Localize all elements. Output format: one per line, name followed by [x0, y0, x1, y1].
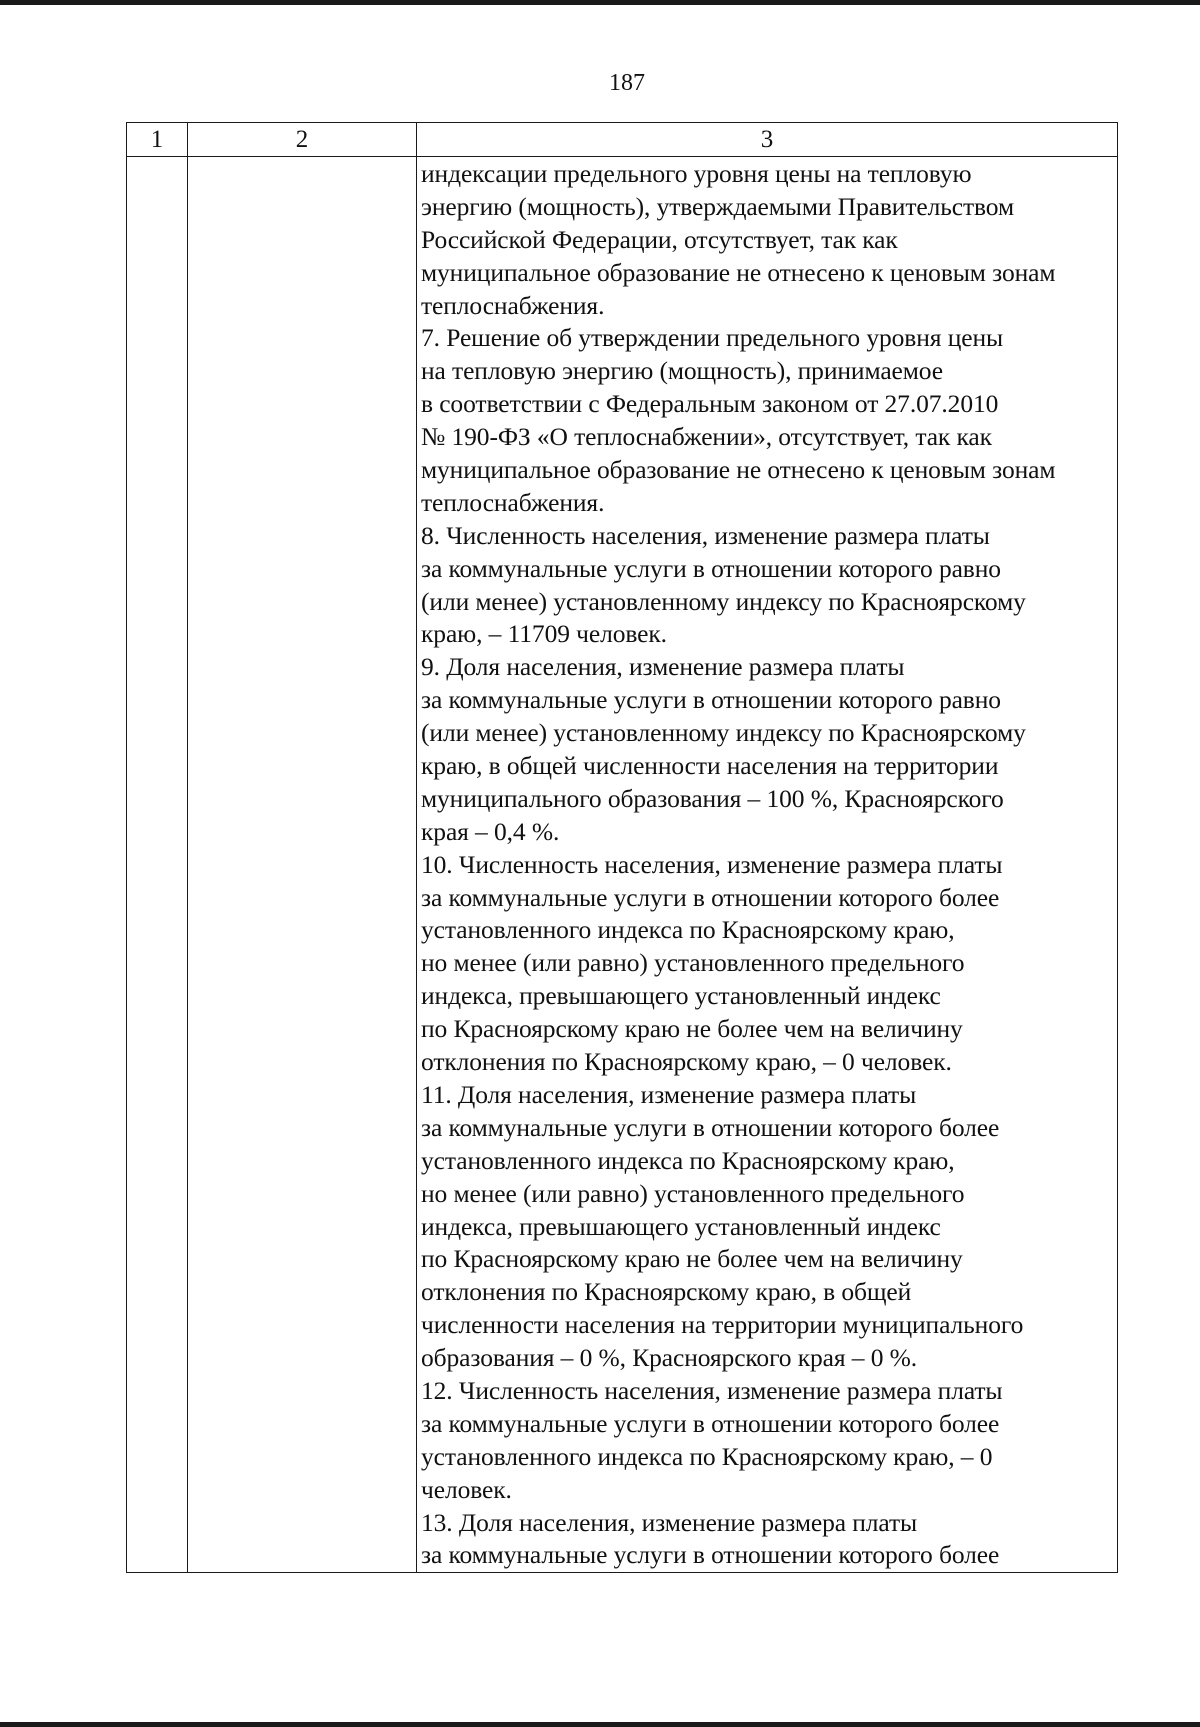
text-line: по Красноярскому краю не более чем на величину — [421, 1244, 963, 1274]
text-line: численности населения на территории муниципального — [421, 1310, 1024, 1340]
table-cell-col-3 — [417, 157, 1118, 1573]
text-line: по Красноярскому краю не более чем на величину — [421, 1014, 963, 1044]
text-line: установленного индекса по Красноярскому краю, — [421, 1145, 955, 1175]
text-line: но менее (или равно) установленного предельного — [421, 948, 965, 978]
text-line: муниципального образования – 100 %, Красноярского — [421, 783, 1004, 813]
text-line: отклонения по Красноярскому краю, – 0 человек. — [421, 1047, 952, 1077]
text-line: теплоснабжения. — [421, 290, 605, 320]
text-line: на тепловую энергию (мощность), принимаемое — [421, 356, 943, 386]
text-line: (или менее) установленному индексу по Красноярскому — [421, 718, 1026, 748]
scan-bottom-border — [0, 1722, 1200, 1727]
text-line: № 190-ФЗ «О теплоснабжении», отсутствует, так как — [421, 422, 992, 452]
text-line: человек. — [421, 1474, 512, 1504]
text-line: за коммунальные услуги в отношении которого более — [421, 1540, 1000, 1570]
text-line: теплоснабжения. — [421, 487, 605, 517]
text-line: муниципальное образование не отнесено к ценовым зонам — [421, 257, 1056, 287]
text-line: края – 0,4 %. — [421, 816, 560, 846]
text-line: 7. Решение об утверждении предельного уровня цены — [421, 323, 1004, 353]
table-row — [127, 157, 1118, 1573]
table-header-col-3: 3 — [417, 123, 1118, 157]
text-line: установленного индекса по Красноярскому краю, — [421, 915, 955, 945]
text-line: за коммунальные услуги в отношении которого более — [421, 882, 1000, 912]
text-line: установленного индекса по Красноярскому краю, – 0 — [421, 1441, 993, 1471]
text-line: 13. Доля населения, изменение размера платы — [421, 1507, 918, 1537]
table-header-col-1: 1 — [127, 123, 188, 157]
text-line: муниципальное образование не отнесено к ценовым зонам — [421, 455, 1056, 485]
text-line: 10. Численность населения, изменение размера платы — [421, 849, 1003, 879]
text-line: но менее (или равно) установленного предельного — [421, 1178, 965, 1208]
table-cell-text — [417, 157, 1117, 1572]
text-line: 11. Доля населения, изменение размера платы — [421, 1079, 917, 1109]
text-line: краю, – 11709 человек. — [421, 619, 667, 649]
document-table — [126, 122, 1118, 1573]
text-line: за коммунальные услуги в отношении которого равно — [421, 553, 1001, 583]
text-line: индекса, превышающего установленный индекс — [421, 1211, 941, 1241]
table-cell-col-2 — [188, 157, 417, 1573]
text-line: энергию (мощность), утверждаемыми Правительством — [421, 191, 1014, 221]
text-line: (или менее) установленному индексу по Красноярскому — [421, 586, 1026, 616]
text-line: за коммунальные услуги в отношении которого более — [421, 1112, 1000, 1142]
scan-top-border — [0, 0, 1200, 5]
text-line: 12. Численность населения, изменение размера платы — [421, 1375, 1003, 1405]
text-line: образования – 0 %, Красноярского края – 0 %. — [421, 1343, 918, 1373]
text-line: индексации предельного уровня цены на тепловую — [421, 159, 972, 188]
text-line: в соответствии с Федеральным законом от 27.07.2010 — [421, 389, 999, 419]
table-cell-col-1 — [127, 157, 188, 1573]
text-line: за коммунальные услуги в отношении которого более — [421, 1408, 1000, 1438]
text-line: отклонения по Красноярскому краю, в общей — [421, 1277, 912, 1307]
text-line: Российской Федерации, отсутствует, так как — [421, 224, 898, 254]
page-number: 187 — [609, 70, 645, 96]
text-line: краю, в общей численности населения на территории — [421, 751, 999, 781]
text-line: индекса, превышающего установленный индекс — [421, 981, 941, 1011]
table-header-col-2: 2 — [188, 123, 417, 157]
table-header-row — [127, 123, 1118, 157]
text-line: за коммунальные услуги в отношении которого равно — [421, 685, 1001, 715]
text-line: 8. Численность населения, изменение размера платы — [421, 520, 990, 550]
text-line: 9. Доля населения, изменение размера платы — [421, 652, 905, 682]
